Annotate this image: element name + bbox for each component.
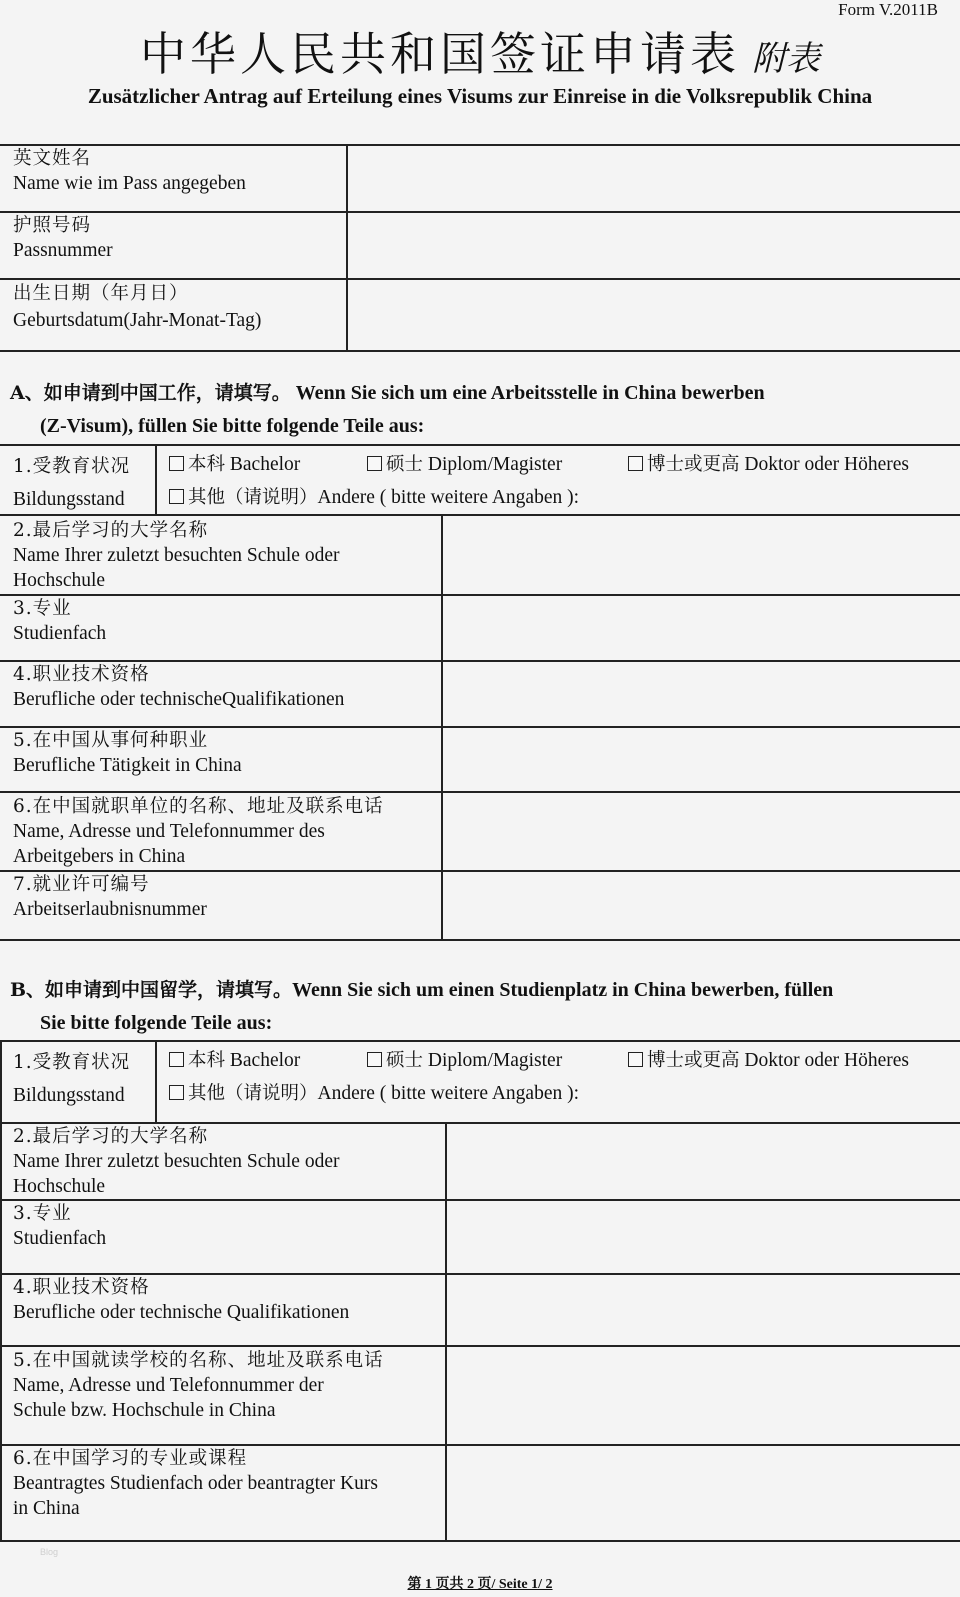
watermark: Blog bbox=[40, 1547, 59, 1557]
a-studienfach-field[interactable] bbox=[443, 596, 958, 659]
b-university-field[interactable] bbox=[447, 1124, 958, 1198]
b-education-label: 1.受教育状况 Bildungsstand bbox=[13, 1052, 131, 1106]
personal-label-birthdate: 出生日期（年月日） Geburtsdatum(Jahr-Monat-Tag) bbox=[13, 283, 262, 331]
a-option-doktor[interactable]: 博士或更高 Doktor oder Höheres bbox=[628, 450, 909, 476]
b-kurs-field[interactable] bbox=[447, 1446, 958, 1539]
personal-label-passport: 护照号码 Passnummer bbox=[13, 215, 113, 261]
a-education-label: 1.受教育状况 Bildungsstand bbox=[13, 456, 131, 510]
a-arbeitgeber-field[interactable] bbox=[443, 793, 958, 869]
form-title-german: Zusätzlicher Antrag auf Erteilung eines Visums zur Einreise in die Volksrepublik China bbox=[87, 84, 873, 108]
a-checkbox-doktor[interactable] bbox=[628, 456, 643, 471]
b-option-magister[interactable]: 硕士 Diplom/Magister bbox=[367, 1046, 562, 1072]
section-a-heading: A、如申请到中国工作，请填写。 Wenn Sie sich um eine Arbeitsstelle in China bewerben (Z-Visum), füllen Sie bitte folgende Teile aus: bbox=[10, 382, 765, 437]
page-footer bbox=[0, 1573, 960, 1593]
b-checkbox-doktor[interactable] bbox=[628, 1052, 643, 1067]
section-b-heading: B、如申请到中国留学，请填写。Wenn Sie sich um einen Studienplatz in China bewerben, füllen Sie bitte folgende Teile aus: bbox=[10, 979, 834, 1034]
a-row-university: 2.最后学习的大学名称 Name Ihrer zuletzt besuchten Schule oder Hochschule bbox=[13, 520, 340, 591]
b-row-qualifikationen: 4.职业技术资格 Berufliche oder technische Qualifikationen bbox=[13, 1277, 350, 1323]
passport-number-field[interactable] bbox=[348, 213, 958, 277]
b-row-university: 2.最后学习的大学名称 Name Ihrer zuletzt besuchten Schule oder Hochschule bbox=[13, 1126, 340, 1197]
a-row-arbeitgeber: 6.在中国就职单位的名称、地址及联系电话 Name, Adresse und Telefonnummer des Arbeitgebers in China bbox=[13, 796, 384, 867]
b-option-doktor[interactable]: 博士或更高 Doktor oder Höheres bbox=[628, 1046, 909, 1072]
b-schule-field[interactable] bbox=[447, 1347, 958, 1443]
b-checkbox-magister[interactable] bbox=[367, 1052, 382, 1067]
a-option-magister[interactable]: 硕士 Diplom/Magister bbox=[367, 450, 562, 476]
b-row-studienfach: 3.专业 Studienfach bbox=[13, 1203, 107, 1249]
b-option-bachelor[interactable]: 本科 Bachelor bbox=[169, 1046, 300, 1072]
b-row-kurs: 6.在中国学习的专业或课程 Beantragtes Studienfach oder beantragter Kurs in China bbox=[13, 1448, 378, 1519]
a-checkbox-andere[interactable] bbox=[169, 489, 184, 504]
b-row-schule: 5.在中国就读学校的名称、地址及联系电话 Name, Adresse und Telefonnummer der Schule bzw. Hochschule in China bbox=[13, 1350, 384, 1421]
b-checkbox-andere[interactable] bbox=[169, 1085, 184, 1100]
form-number: Form V.2011B bbox=[838, 0, 938, 19]
title-cn-main: 中华人民共和国签证申请表 bbox=[140, 27, 740, 81]
a-arbeitserlaubnis-field[interactable] bbox=[443, 872, 958, 938]
b-studienfach-field[interactable] bbox=[447, 1201, 958, 1272]
a-option-bachelor[interactable]: 本科 Bachelor bbox=[169, 450, 300, 476]
a-row-arbeitserlaubnis: 7.就业许可编号 Arbeitserlaubnisnummer bbox=[13, 874, 207, 920]
name-field[interactable] bbox=[348, 146, 958, 210]
page-number: 第 1 页共 2 页/ Seite 1/ 2 bbox=[407, 1577, 553, 1592]
a-option-andere[interactable]: 其他（请说明）Andere ( bitte weitere Angaben ): bbox=[169, 483, 579, 509]
b-checkbox-bachelor[interactable] bbox=[169, 1052, 184, 1067]
a-university-field[interactable] bbox=[443, 516, 958, 593]
a-taetigkeit-field[interactable] bbox=[443, 728, 958, 790]
a-row-studienfach: 3.专业 Studienfach bbox=[13, 598, 107, 644]
birthdate-field[interactable] bbox=[348, 280, 958, 349]
personal-label-name: 英文姓名 Name wie im Pass angegeben bbox=[13, 148, 246, 194]
b-qualifikationen-field[interactable] bbox=[447, 1275, 958, 1344]
a-checkbox-magister[interactable] bbox=[367, 456, 382, 471]
a-row-taetigkeit: 5.在中国从事何种职业 Berufliche Tätigkeit in China bbox=[13, 730, 242, 776]
title-cn-suffix: 附表 bbox=[752, 39, 820, 79]
b-option-andere[interactable]: 其他（请说明）Andere ( bitte weitere Angaben ): bbox=[169, 1079, 579, 1105]
form-title-chinese bbox=[0, 18, 960, 84]
a-checkbox-bachelor[interactable] bbox=[169, 456, 184, 471]
a-row-qualifikationen: 4.职业技术资格 Berufliche oder technischeQualifikationen bbox=[13, 664, 345, 710]
a-qualifikationen-field[interactable] bbox=[443, 662, 958, 725]
